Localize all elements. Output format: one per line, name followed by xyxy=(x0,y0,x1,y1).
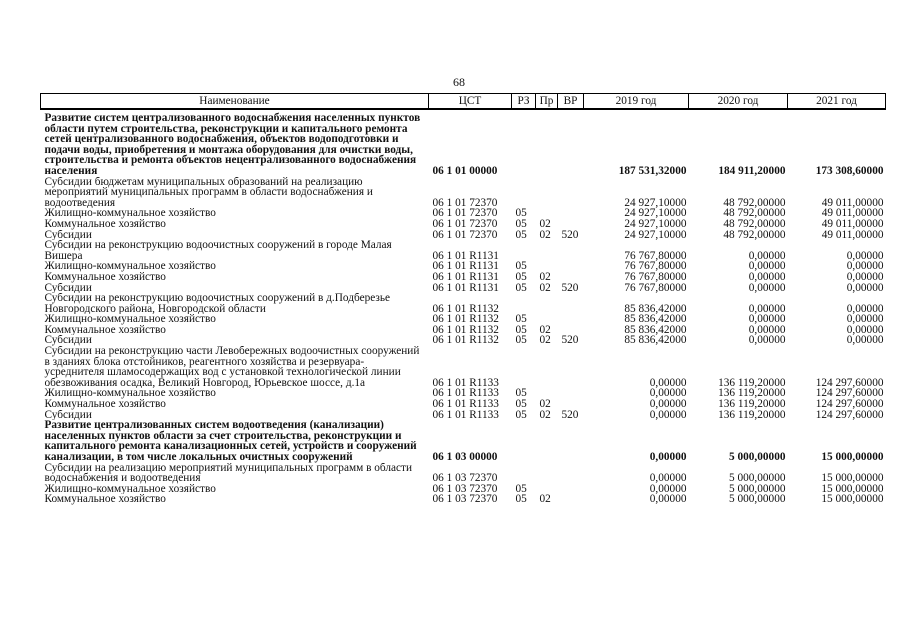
cell-pr xyxy=(536,261,558,272)
cell-2021: 0,00000 xyxy=(846,261,884,272)
cell-vr xyxy=(558,272,584,283)
cell-cst: 06 1 01 72370 xyxy=(432,229,498,241)
cell-vr xyxy=(558,208,584,219)
cell-2019: 76 767,80000 xyxy=(624,282,687,294)
cell-2019: 85 836,42000 xyxy=(624,302,687,315)
cell-vr: 520 xyxy=(561,335,579,347)
cell-pr xyxy=(536,463,558,484)
cell-pr xyxy=(536,484,558,495)
cell-2020: 0,00000 xyxy=(748,324,786,336)
cell-2019: 0,00000 xyxy=(649,399,687,410)
cell-2020: 136 119,20000 xyxy=(718,399,786,410)
cell-rz xyxy=(512,463,536,484)
cell-2020: 48 792,00000 xyxy=(723,196,786,209)
cell-rz: 05 xyxy=(515,399,527,410)
cell-2020: 48 792,00000 xyxy=(723,208,786,219)
cell-pr xyxy=(536,109,558,177)
cell-2021: 49 011,00000 xyxy=(821,208,884,219)
cell-2020: 0,00000 xyxy=(748,314,786,325)
cell-name: Субсидии xyxy=(44,409,92,421)
cell-2019: 0,00000 xyxy=(649,494,687,505)
table-row xyxy=(41,325,886,336)
cell-2020: 0,00000 xyxy=(748,271,786,283)
cell-cst: 06 1 03 72370 xyxy=(432,483,498,495)
cell-2020: 0,00000 xyxy=(748,261,786,272)
cell-name: Коммунальное хозяйство xyxy=(44,218,166,230)
cell-cst: 06 1 01 R1131 xyxy=(432,249,499,262)
cell-vr xyxy=(558,399,584,410)
table-row xyxy=(41,177,886,209)
table-row xyxy=(41,293,886,314)
cell-pr: 02 xyxy=(539,282,551,294)
cell-2020: 136 119,20000 xyxy=(718,388,786,400)
cell-pr xyxy=(536,314,558,325)
cell-rz: 05 xyxy=(515,494,527,505)
cell-cst: 06 1 01 72370 xyxy=(432,196,498,209)
cell-cst: 06 1 01 00000 xyxy=(432,164,498,177)
header-cst: ЦСТ xyxy=(429,94,512,110)
cell-2020: 0,00000 xyxy=(748,282,786,294)
cell-rz xyxy=(512,177,536,209)
cell-vr xyxy=(558,109,584,177)
cell-name: Субсидии на реконструкцию части Левобережных водоочистных сооружений в зданиях блока отстойников, реагентного хозяйства и резервуара-усреднителя шламосодержащих вод с установкой технологической линии обезвоживания осадка, Великий Новгород, Юрьевское шоссе, д.1а xyxy=(44,346,420,389)
cell-name: Жилищно-коммунальное хозяйство xyxy=(44,208,216,219)
cell-2021: 124 297,60000 xyxy=(815,388,884,400)
cell-vr xyxy=(558,240,584,261)
cell-pr xyxy=(536,240,558,261)
table-header xyxy=(41,94,886,110)
cell-name: Субсидии бюджетам муниципальных образований на реализацию мероприятий муниципальных программ в области водоснабжения и водоотведения xyxy=(44,176,373,209)
cell-vr: 520 xyxy=(561,229,579,241)
cell-pr: 02 xyxy=(539,218,551,230)
cell-2021: 15 000,00000 xyxy=(821,472,884,484)
table-body xyxy=(41,109,886,505)
cell-rz: 05 xyxy=(515,409,527,421)
cell-rz xyxy=(512,293,536,314)
table-row xyxy=(41,335,886,346)
cell-2020: 5 000,00000 xyxy=(729,494,786,505)
cell-2020: 5 000,00000 xyxy=(729,451,786,463)
cell-2019: 0,00000 xyxy=(649,376,687,389)
cell-2019: 76 767,80000 xyxy=(624,261,687,272)
cell-2021: 124 297,60000 xyxy=(815,409,884,421)
cell-2021: 124 297,60000 xyxy=(815,399,884,410)
cell-2020: 0,00000 xyxy=(748,249,786,262)
cell-name: Развитие централизованных систем водоотведения (канализации) населенных пунктов области за счет строительства, реконструкции и капитального ремонта канализационных сетей, устройств и сооружений канализации, в том числе локальных очистных сооружений xyxy=(44,420,417,463)
cell-name: Коммунальное хозяйство xyxy=(44,399,166,410)
cell-rz: 05 xyxy=(515,282,527,294)
cell-cst: 06 1 03 72370 xyxy=(432,472,498,484)
cell-vr xyxy=(558,388,584,399)
cell-2019: 24 927,10000 xyxy=(624,196,687,209)
cell-vr xyxy=(558,325,584,336)
page-number: 68 xyxy=(453,75,465,89)
table-row xyxy=(41,230,886,241)
cell-2021: 173 308,60000 xyxy=(815,164,884,177)
cell-2021: 0,00000 xyxy=(846,249,884,262)
cell-cst: 06 1 03 00000 xyxy=(432,451,498,463)
cell-cst: 06 1 01 R1133 xyxy=(432,409,499,421)
table-row xyxy=(41,388,886,399)
cell-2021: 15 000,00000 xyxy=(821,483,884,495)
table-row xyxy=(41,283,886,294)
cell-2019: 0,00000 xyxy=(649,451,687,463)
cell-vr: 520 xyxy=(561,409,579,421)
cell-name: Жилищно-коммунальное хозяйство xyxy=(44,388,216,400)
table-row xyxy=(41,240,886,261)
cell-rz xyxy=(512,420,536,462)
cell-name: Субсидии xyxy=(44,282,92,294)
cell-pr xyxy=(536,293,558,314)
cell-vr xyxy=(558,219,584,230)
header-2019: 2019 год xyxy=(584,94,689,110)
cell-pr: 02 xyxy=(539,229,551,241)
cell-pr xyxy=(536,388,558,399)
cell-rz: 05 xyxy=(515,324,527,336)
cell-2021: 124 297,60000 xyxy=(815,376,884,389)
cell-cst: 06 1 01 72370 xyxy=(432,218,498,230)
cell-2020: 48 792,00000 xyxy=(723,229,786,241)
cell-2019: 187 531,32000 xyxy=(618,164,687,177)
cell-2021: 15 000,00000 xyxy=(821,451,884,463)
table-row xyxy=(41,272,886,283)
cell-2020: 184 911,20000 xyxy=(718,164,786,177)
cell-pr: 02 xyxy=(539,409,551,421)
table-row xyxy=(41,420,886,462)
cell-cst: 06 1 01 R1132 xyxy=(432,302,499,315)
table-row xyxy=(41,399,886,410)
cell-2021: 0,00000 xyxy=(846,314,884,325)
table-row xyxy=(41,261,886,272)
cell-name: Коммунальное хозяйство xyxy=(44,494,166,505)
cell-cst: 06 1 01 R1133 xyxy=(432,388,499,400)
cell-name: Субсидии на реализацию мероприятий муниципальных программ в области водоснабжения и водоотведения xyxy=(44,462,413,484)
cell-cst: 06 1 01 R1131 xyxy=(432,282,499,294)
cell-2020: 0,00000 xyxy=(748,302,786,315)
header-vr: ВР xyxy=(558,94,584,110)
cell-2020: 48 792,00000 xyxy=(723,218,786,230)
cell-2020: 136 119,20000 xyxy=(718,376,786,389)
cell-name: Субсидии на реконструкцию водоочистных сооружений в д.Подберезье Новгородского района, Новгородской области xyxy=(44,293,391,315)
cell-rz: 05 xyxy=(515,314,527,325)
cell-pr: 02 xyxy=(539,271,551,283)
cell-rz: 05 xyxy=(515,261,527,272)
table-row xyxy=(41,463,886,484)
cell-cst: 06 1 01 R1132 xyxy=(432,314,499,325)
cell-2019: 85 836,42000 xyxy=(624,324,687,336)
table-row xyxy=(41,346,886,388)
cell-pr: 02 xyxy=(539,335,551,347)
header-2021: 2021 год xyxy=(788,94,886,110)
cell-vr: 520 xyxy=(561,282,579,294)
cell-2019: 0,00000 xyxy=(649,472,687,484)
cell-2019: 76 767,80000 xyxy=(624,271,687,283)
cell-2021: 15 000,00000 xyxy=(821,494,884,505)
cell-vr xyxy=(558,293,584,314)
cell-cst: 06 1 01 R1132 xyxy=(432,335,499,347)
cell-2021: 49 011,00000 xyxy=(821,229,884,241)
cell-2021: 0,00000 xyxy=(846,282,884,294)
cell-pr xyxy=(536,420,558,462)
cell-vr xyxy=(558,420,584,462)
cell-2019: 24 927,10000 xyxy=(624,229,687,241)
cell-name: Субсидии xyxy=(44,335,92,347)
cell-name: Жилищно-коммунальное хозяйство xyxy=(44,483,216,495)
table-row xyxy=(41,494,886,505)
cell-cst: 06 1 01 R1131 xyxy=(432,261,499,272)
table-row xyxy=(41,208,886,219)
cell-2021: 49 011,00000 xyxy=(821,218,884,230)
table-row xyxy=(41,314,886,325)
cell-rz: 05 xyxy=(515,229,527,241)
header-pr: Пр xyxy=(536,94,558,110)
cell-vr xyxy=(558,314,584,325)
cell-pr: 02 xyxy=(539,494,551,505)
cell-rz: 05 xyxy=(515,388,527,400)
cell-rz: 05 xyxy=(515,218,527,230)
cell-rz: 05 xyxy=(515,483,527,495)
cell-2019: 24 927,10000 xyxy=(624,218,687,230)
cell-2021: 49 011,00000 xyxy=(821,196,884,209)
cell-2019: 0,00000 xyxy=(649,409,687,421)
cell-2019: 0,00000 xyxy=(649,388,687,400)
cell-2021: 0,00000 xyxy=(846,302,884,315)
cell-name: Жилищно-коммунальное хозяйство xyxy=(44,261,216,272)
cell-name: Коммунальное хозяйство xyxy=(44,271,166,283)
cell-name: Жилищно-коммунальное хозяйство xyxy=(44,314,216,325)
cell-2020: 0,00000 xyxy=(748,335,786,347)
cell-rz: 05 xyxy=(515,335,527,347)
cell-name: Субсидии на реконструкцию водоочистных сооружений в городе Малая Вишера xyxy=(44,240,392,262)
cell-2021: 0,00000 xyxy=(846,271,884,283)
cell-cst: 06 1 01 R1133 xyxy=(432,399,499,410)
cell-2020: 5 000,00000 xyxy=(729,483,786,495)
cell-vr xyxy=(558,463,584,484)
cell-2019: 85 836,42000 xyxy=(624,335,687,347)
cell-rz xyxy=(512,346,536,388)
cell-cst: 06 1 01 R1132 xyxy=(432,324,499,336)
cell-cst: 06 1 01 72370 xyxy=(432,208,498,219)
cell-2020: 136 119,20000 xyxy=(718,409,786,421)
table-row xyxy=(41,219,886,230)
cell-2019: 85 836,42000 xyxy=(624,314,687,325)
table-row xyxy=(41,410,886,421)
table-row xyxy=(41,109,886,177)
cell-pr: 02 xyxy=(539,399,551,410)
cell-cst: 06 1 03 72370 xyxy=(432,494,498,505)
cell-2021: 0,00000 xyxy=(846,335,884,347)
table-row xyxy=(41,484,886,495)
cell-vr xyxy=(558,346,584,388)
cell-rz: 05 xyxy=(515,208,527,219)
cell-2021: 0,00000 xyxy=(846,324,884,336)
cell-cst: 06 1 01 R1133 xyxy=(432,376,499,389)
cell-rz xyxy=(512,109,536,177)
cell-vr xyxy=(558,261,584,272)
cell-2020: 5 000,00000 xyxy=(729,472,786,484)
cell-2019: 0,00000 xyxy=(649,483,687,495)
cell-name: Развитие систем централизованного водоснабжения населенных пунктов области путем строительства, реконструкции и капитального ремонта сетей централизованного водоснабжения, объектов водоподготовки и подачи воды, приобретения и монтажа оборудования для очистки воды, строительства и ремонта объектов нецентрализованного водоснабжения населения xyxy=(44,112,421,177)
cell-2019: 24 927,10000 xyxy=(624,208,687,219)
cell-vr xyxy=(558,484,584,495)
cell-pr xyxy=(536,208,558,219)
cell-rz: 05 xyxy=(515,271,527,283)
header-2020: 2020 год xyxy=(689,94,788,110)
header-name: Наименование xyxy=(41,94,429,110)
cell-vr xyxy=(558,177,584,209)
cell-pr xyxy=(536,177,558,209)
cell-name: Коммунальное хозяйство xyxy=(44,324,166,336)
cell-rz xyxy=(512,240,536,261)
cell-2019: 76 767,80000 xyxy=(624,249,687,262)
cell-name: Субсидии xyxy=(44,229,92,241)
budget-table xyxy=(40,93,886,505)
cell-vr xyxy=(558,494,584,505)
cell-pr: 02 xyxy=(539,324,551,336)
header-rz: РЗ xyxy=(512,94,536,110)
cell-cst: 06 1 01 R1131 xyxy=(432,271,499,283)
cell-pr xyxy=(536,346,558,388)
header-row xyxy=(41,94,886,110)
